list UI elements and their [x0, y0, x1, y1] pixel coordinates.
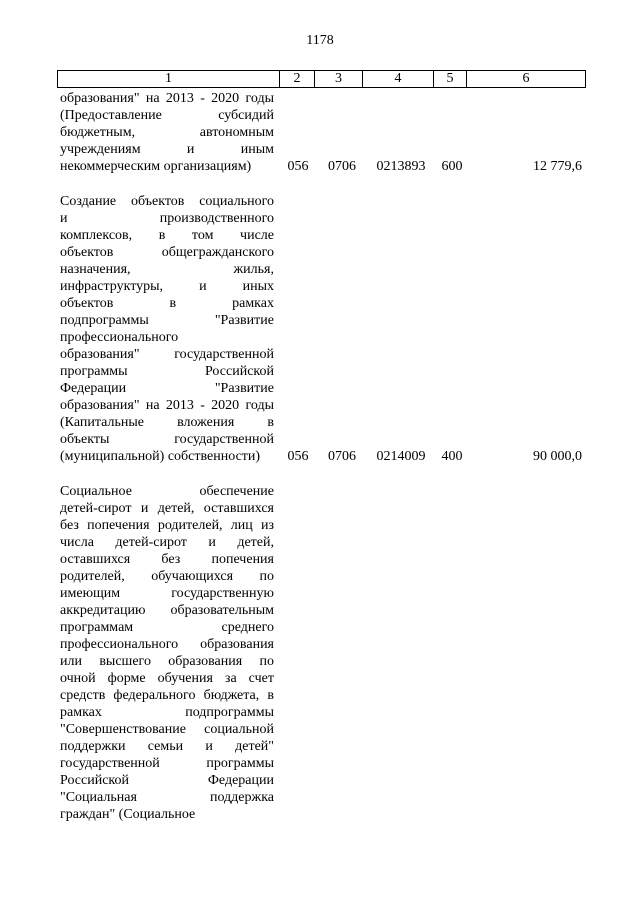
row-name-line: средств федерального бюджета, в: [60, 688, 274, 703]
row-name-line: поддержки семьи и детей": [60, 739, 274, 754]
row-name-line: профессионального образования: [60, 637, 274, 652]
row-name-line: рамках подпрограммы: [60, 705, 274, 720]
row-name-line: (муниципальной) собственности): [60, 449, 261, 464]
row-name-line: профессионального: [60, 330, 179, 345]
row-name-line: числа детей-сирот и детей,: [60, 535, 274, 550]
row-name-line: объекты государственной: [60, 432, 274, 447]
row-name-line: "Совершенствование социальной: [60, 722, 274, 737]
header-col-1: 1: [58, 71, 280, 87]
row-name-line: бюджетным, автономным: [60, 125, 274, 140]
table-row: [60, 483, 586, 823]
table-row: [60, 90, 586, 175]
row-name-line: программы Российской: [60, 364, 274, 379]
row-ved: 056: [287, 159, 309, 174]
row-name-line: комплексов, в том числе: [60, 228, 274, 243]
row-section: 0706: [328, 159, 356, 174]
header-col-3: 3: [315, 71, 363, 87]
row-expense-type: 400: [441, 449, 463, 464]
row-sum: 90 000,0: [533, 449, 582, 464]
table-body: [60, 90, 586, 841]
row-name-line: очной форме обучения за счет: [60, 671, 274, 686]
row-name-line: граждан" (Социальное: [60, 807, 196, 822]
row-name-line: Федерации "Развитие: [60, 381, 274, 396]
row-name-line: родителей, обучающихся по: [60, 569, 274, 584]
row-name-line: инфраструктуры, и иных: [60, 279, 274, 294]
row-name-line: (Капитальные вложения в: [60, 415, 274, 430]
page-number: 1178: [306, 33, 334, 48]
row-expense-type: 600: [441, 159, 463, 174]
row-name-line: детей-сирот и детей, оставшихся: [60, 501, 274, 516]
row-name-line: (Предоставление субсидий: [60, 108, 274, 123]
row-name-line: учреждениям и иным: [60, 142, 274, 157]
row-name-line: образования" на 2013 - 2020 годы: [60, 398, 274, 413]
row-name-line: некоммерческим организациям): [60, 159, 252, 174]
row-name-line: и производственного: [60, 211, 274, 226]
row-name-line: оставшихся без попечения: [60, 552, 274, 567]
row-name-line: Социальное обеспечение: [60, 484, 274, 499]
row-target-article: 0214009: [376, 449, 426, 464]
row-name: [60, 90, 274, 175]
row-name-line: образования" на 2013 - 2020 годы: [60, 91, 274, 106]
table-row: [60, 193, 586, 465]
row-name-line: назначения, жилья,: [60, 262, 274, 277]
row-name-line: аккредитацию образовательным: [60, 603, 274, 618]
row-name-line: объектов в рамках: [60, 296, 274, 311]
row-name-line: подпрограммы "Развитие: [60, 313, 274, 328]
row-name-line: образования" государственной: [60, 347, 274, 362]
row-name: [60, 193, 274, 465]
row-name-line: программам среднего: [60, 620, 274, 635]
header-col-2: 2: [280, 71, 315, 87]
header-col-6: 6: [522, 71, 530, 86]
row-name-line: Создание объектов социального: [60, 194, 274, 209]
row-ved: 056: [287, 449, 309, 464]
row-sum: 12 779,6: [533, 159, 582, 174]
row-name-line: или высшего образования по: [60, 654, 274, 669]
row-section: 0706: [328, 449, 356, 464]
row-target-article: 0213893: [376, 159, 426, 174]
row-name-line: Российской Федерации: [60, 773, 274, 788]
header-col-5: 5: [434, 71, 467, 87]
header-col-4: 4: [363, 71, 434, 87]
row-name-line: "Социальная поддержка: [60, 790, 274, 805]
row-name: [60, 483, 274, 823]
row-name-line: без попечения родителей, лиц из: [60, 518, 274, 533]
table-header: [57, 70, 586, 88]
row-name-line: имеющим государственную: [60, 586, 274, 601]
row-name-line: объектов общегражданского: [60, 245, 274, 260]
row-name-line: государственной программы: [60, 756, 274, 771]
